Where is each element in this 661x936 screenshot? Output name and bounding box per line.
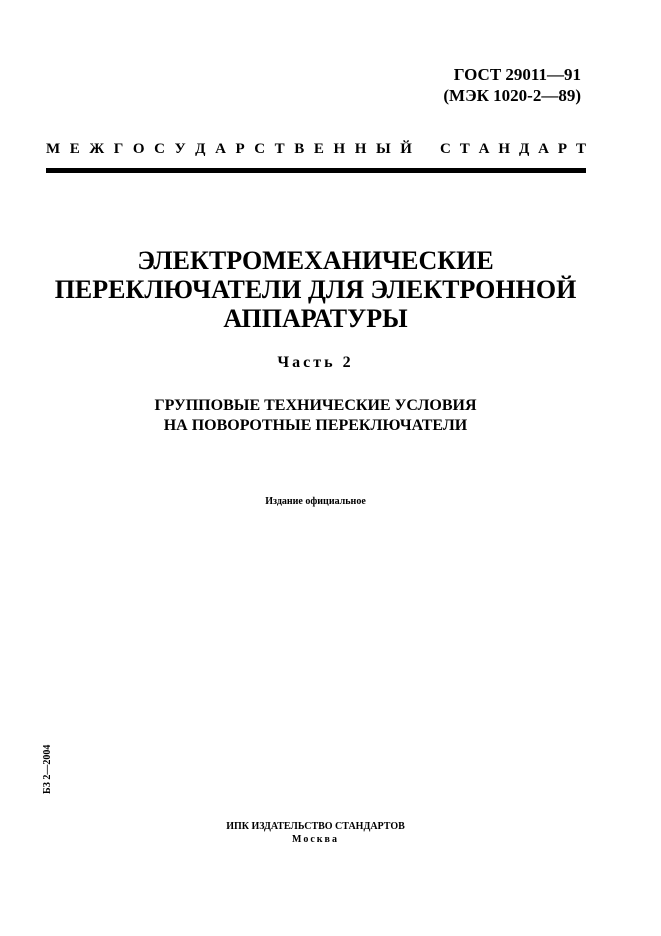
title-line-1: ЭЛЕКТРОМЕХАНИЧЕСКИЕ (137, 246, 494, 275)
heading-letter: Т (274, 141, 285, 157)
heading-letter: М (46, 141, 61, 157)
heading-divider (46, 168, 586, 173)
document-title (0, 246, 631, 333)
heading-letter: Е (69, 141, 80, 157)
edition-note: Издание официальное (265, 496, 366, 507)
heading-letter: У (174, 141, 186, 157)
heading-letter: Р (235, 141, 245, 157)
side-code: БЗ 2—2004 (42, 744, 53, 794)
part-number: Часть 2 (277, 354, 354, 371)
heading-letter: Н (333, 141, 346, 157)
iec-number: (МЭК 1020-2—89) (443, 86, 581, 105)
title-line-3: АППАРАТУРЫ (223, 304, 408, 333)
heading-letter: Г (113, 141, 124, 157)
heading-letter: Д (195, 141, 206, 157)
heading-letter: Н (498, 141, 511, 157)
heading-letter: Ж (89, 141, 105, 157)
standard-type-word-2 (440, 140, 586, 158)
standard-type-word-1 (46, 140, 412, 158)
subtitle-line-2: НА ПОВОРОТНЫЕ ПЕРЕКЛЮЧАТЕЛИ (163, 417, 468, 434)
standard-type-heading (46, 140, 586, 158)
document-subtitle (0, 396, 631, 436)
publisher-city: Москва (292, 834, 339, 845)
heading-letter: А (215, 141, 226, 157)
subtitle-line-1: ГРУППОВЫЕ ТЕХНИЧЕСКИЕ УСЛОВИЯ (154, 397, 477, 414)
heading-letter: С (254, 141, 266, 157)
heading-letter: Н (354, 141, 367, 157)
heading-letter: А (478, 141, 490, 157)
title-line-2: ПЕРЕКЛЮЧАТЕЛИ ДЛЯ ЭЛЕКТРОННОЙ (54, 275, 577, 304)
heading-letter: А (538, 141, 549, 157)
heading-letter: Й (400, 141, 412, 157)
heading-letter: В (294, 141, 305, 157)
heading-letter: Т (459, 141, 470, 157)
heading-letter: О (132, 141, 145, 157)
publisher-name: ИПК ИЗДАТЕЛЬСТВО СТАНДАРТОВ (226, 821, 405, 832)
publisher-block (0, 820, 631, 846)
heading-letter: Ы (375, 141, 391, 157)
heading-letter: С (154, 141, 165, 157)
heading-letter: Р (557, 141, 568, 157)
heading-letter: Д (518, 141, 530, 157)
gost-designation (443, 64, 581, 106)
heading-letter: Е (313, 141, 324, 157)
gost-number: ГОСТ 29011—91 (453, 65, 581, 84)
heading-letter: С (440, 141, 451, 157)
heading-letter: Т (575, 141, 586, 157)
